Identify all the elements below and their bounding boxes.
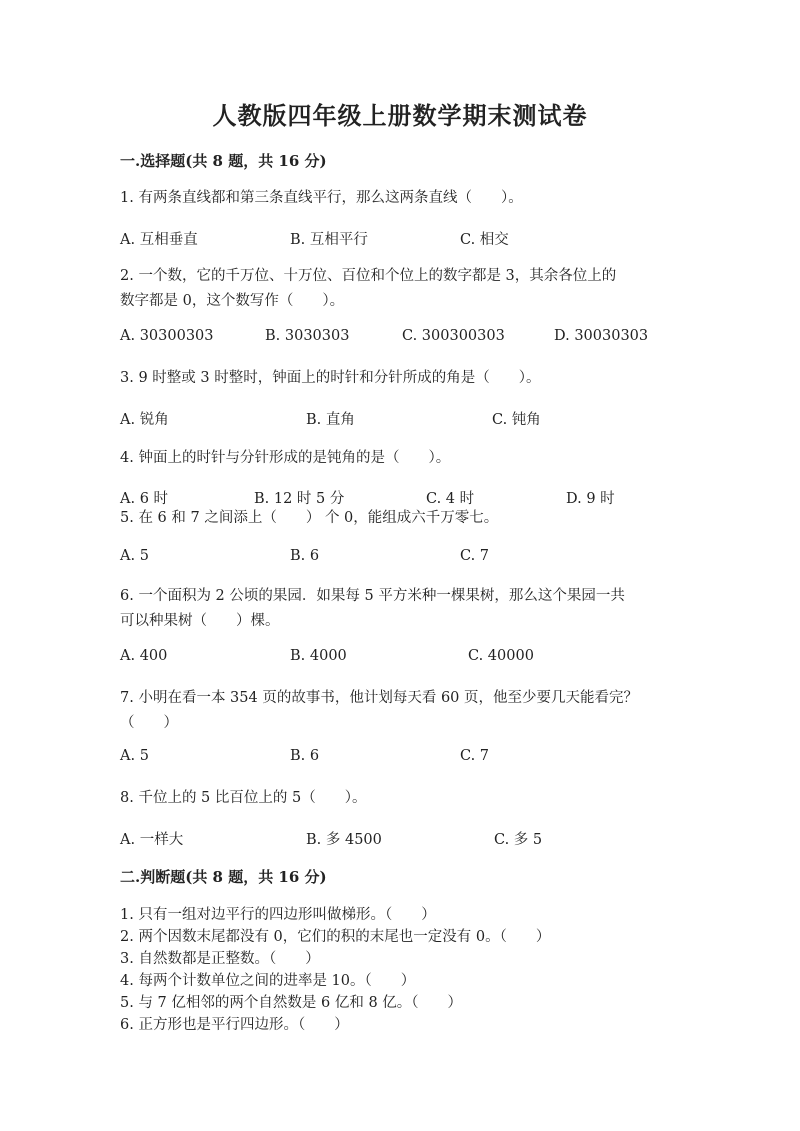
judge-item: 2. 两个因数末尾都没有 0，它们的积的末尾也一定没有 0。（ ） xyxy=(120,929,551,945)
question-1-options xyxy=(120,228,680,250)
option-c: C. 钝角 xyxy=(492,412,541,428)
option-a: A. 6 时 xyxy=(120,491,169,507)
question-7-line-2: （ ） xyxy=(120,715,178,731)
question-5-options xyxy=(120,548,680,570)
option-a: A. 400 xyxy=(120,648,168,664)
judge-item: 1. 只有一组对边平行的四边形叫做梯形。（ ） xyxy=(120,907,436,923)
option-d: D. 9 时 xyxy=(566,491,615,507)
question-6-line-1: 6. 一个面积为 2 公顷的果园．如果每 5 平方米种一棵果树，那么这个果园一共 xyxy=(120,588,625,604)
question-7 xyxy=(120,686,680,736)
option-c: C. 4 时 xyxy=(426,491,475,507)
option-b: B. 12 时 5 分 xyxy=(254,491,345,507)
question-8: 8. 千位上的 5 比百位上的 5（ ）。 xyxy=(120,790,367,806)
judge-item: 4. 每两个计数单位之间的进率是 10。（ ） xyxy=(120,973,416,989)
option-b: B. 互相平行 xyxy=(290,232,368,248)
option-c: C. 多 5 xyxy=(494,832,543,848)
question-8-options xyxy=(120,828,680,850)
option-c: C. 40000 xyxy=(468,648,534,664)
question-2-options xyxy=(120,328,680,350)
option-c: C. 7 xyxy=(460,748,490,764)
question-2-line-1: 2. 一个数，它的千万位、十万位、百位和个位上的数字都是 3，其余各位上的 xyxy=(120,268,617,284)
judge-item: 3. 自然数都是正整数。（ ） xyxy=(120,951,320,967)
question-4: 4. 钟面上的时针与分针形成的是钝角的是（ ）。 xyxy=(120,450,451,466)
option-d: D. 30030303 xyxy=(554,328,649,344)
option-b: B. 4000 xyxy=(290,648,347,664)
option-b: B. 6 xyxy=(290,548,320,564)
option-c: C. 相交 xyxy=(460,232,509,248)
section-heading-judge: 二.判断题(共 8 题，共 16 分) xyxy=(120,868,327,886)
question-6-options xyxy=(120,648,680,670)
option-c: C. 300300303 xyxy=(402,328,505,344)
judge-item: 6. 正方形也是平行四边形。（ ） xyxy=(120,1017,349,1033)
question-6-line-2: 可以种果树（ ）棵。 xyxy=(120,613,280,629)
option-b: B. 多 4500 xyxy=(306,832,382,848)
question-2-line-2: 数字都是 0，这个数写作（ ）。 xyxy=(120,293,345,309)
option-a: A. 锐角 xyxy=(120,412,169,428)
judge-list xyxy=(120,904,700,1036)
option-b: B. 直角 xyxy=(306,412,355,428)
question-2 xyxy=(120,264,680,314)
page-title: 人教版四年级上册数学期末测试卷 xyxy=(212,101,588,130)
judge-item: 5. 与 7 亿相邻的两个自然数是 6 亿和 8 亿。（ ） xyxy=(120,995,463,1011)
question-6 xyxy=(120,584,680,634)
option-b: B. 6 xyxy=(290,748,320,764)
option-a: A. 30300303 xyxy=(120,328,214,344)
question-3-options xyxy=(120,408,680,430)
option-a: A. 5 xyxy=(120,548,149,564)
option-a: A. 5 xyxy=(120,748,149,764)
question-7-line-1: 7. 小明在看一本 354 页的故事书，他计划每天看 60 页，他至少要几天能看完？ xyxy=(120,690,639,706)
option-c: C. 7 xyxy=(460,548,490,564)
section-heading-choice: 一.选择题(共 8 题，共 16 分) xyxy=(120,152,327,170)
question-5: 5. 在 6 和 7 之间添上（ ） 个 0，能组成六千万零七。 xyxy=(120,510,499,526)
question-3: 3. 9 时整或 3 时整时，钟面上的时针和分针所成的角是（ ）。 xyxy=(120,370,541,386)
question-7-options xyxy=(120,748,680,770)
option-b: B. 3030303 xyxy=(265,328,350,344)
question-1: 1. 有两条直线都和第三条直线平行，那么这两条直线（ ）。 xyxy=(120,190,523,206)
option-a: A. 互相垂直 xyxy=(120,232,198,248)
option-a: A. 一样大 xyxy=(120,832,184,848)
